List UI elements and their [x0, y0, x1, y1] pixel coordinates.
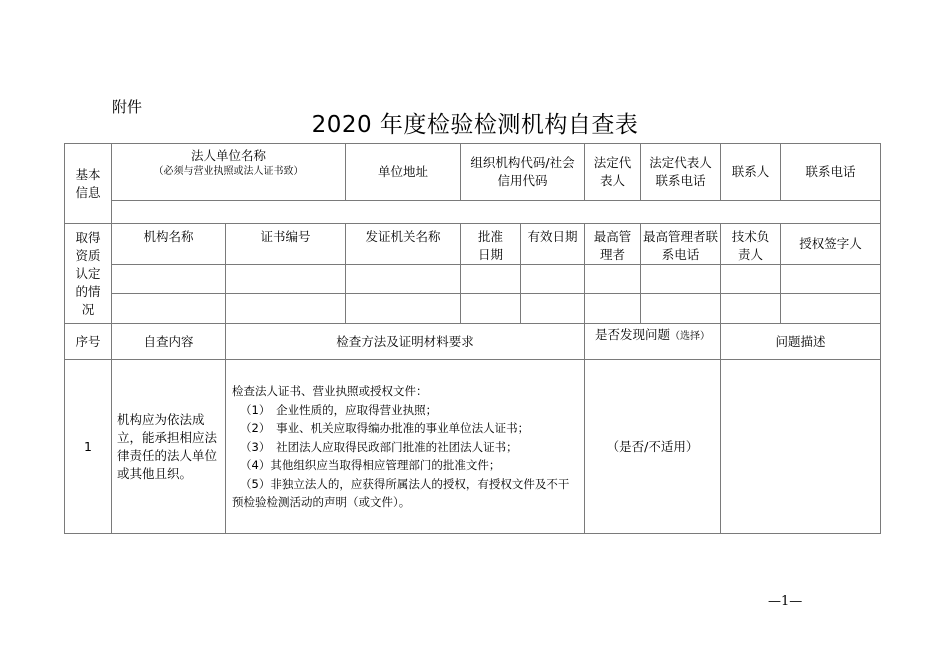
basic-info-fill-row: [112, 201, 881, 224]
header-problem-description: 问题描述: [721, 324, 881, 360]
qual-cell: [112, 265, 226, 294]
page-number: —1—: [768, 594, 803, 609]
qual-cell: [461, 265, 521, 294]
header-contact: 联系人: [721, 144, 781, 201]
header-issuing-authority: 发证机关名称: [346, 224, 461, 265]
qual-cell: [721, 294, 781, 324]
header-cert-number: 证书编号: [226, 224, 346, 265]
header-approval-date: 批准日期: [461, 224, 521, 265]
qual-cell: [346, 294, 461, 324]
header-top-manager-phone: 最高管理者联系电话: [641, 224, 721, 265]
header-technical-lead: 技术负责人: [721, 224, 781, 265]
item-serial-number: 1: [65, 360, 112, 534]
method-line: 预检验检测活动的声明（或文件）。: [232, 495, 411, 509]
header-legal-entity-name: 法人单位名称 （必须与营业执照或法人证书致）: [112, 144, 346, 201]
self-check-table: [64, 143, 881, 534]
qual-cell: [461, 294, 521, 324]
item-check-method: [226, 360, 585, 534]
header-problem-found: 是否发现问题（选择）: [585, 324, 721, 360]
qual-cell: [641, 265, 721, 294]
qual-cell: [721, 265, 781, 294]
attachment-label: 附件: [112, 98, 143, 116]
qual-cell: [521, 265, 585, 294]
qual-cell: [585, 265, 641, 294]
qual-cell: [641, 294, 721, 324]
qual-cell: [781, 294, 881, 324]
header-check-method: 检查方法及证明材料要求: [226, 324, 585, 360]
page-title: 2020 年度检验检测机构自查表: [311, 112, 639, 138]
method-line: （2） 事业、机关应取得编办批准的事业单位法人证书；: [240, 421, 530, 435]
header-serial-number: 序号: [65, 324, 112, 360]
method-line: （1） 企业性质的，应取得营业执照；: [240, 402, 438, 417]
header-contact-phone: 联系电话: [781, 144, 881, 201]
header-legal-representative: 法定代表人: [585, 144, 641, 201]
header-org-code: 组织机构代码/社会信用代码: [461, 144, 585, 201]
item-problem-found: （是否/不适用）: [585, 360, 721, 534]
header-top-manager: 最高管理者: [585, 224, 641, 265]
header-authorized-signatory: 授权签字人: [781, 224, 881, 265]
method-line: （3） 社团法人应取得民政部门批准的社团法人证书；: [240, 439, 518, 454]
header-valid-date: 有效日期: [521, 224, 585, 265]
basic-info-label: 基本信息: [65, 144, 112, 224]
item-check-content: 机构应为依法成立，能承担相应法律责任的法人单位或其他且织。: [112, 360, 226, 534]
method-line: （4）其他组织应当取得相应管理部门的批准文件；: [240, 458, 501, 472]
qual-cell: [112, 294, 226, 324]
qual-cell: [781, 265, 881, 294]
item-problem-description: [721, 360, 881, 534]
qual-cell: [521, 294, 585, 324]
header-org-name: 机构名称: [112, 224, 226, 265]
header-legal-rep-phone: 法定代表人联系电话: [641, 144, 721, 201]
qual-cell: [346, 265, 461, 294]
method-line: （5）非独立法人的，应获得所属法人的授权，有授权文件及不干: [240, 476, 570, 491]
qual-cell: [226, 294, 346, 324]
header-check-content: 自查内容: [112, 324, 226, 360]
qual-cell: [585, 294, 641, 324]
qual-cell: [226, 265, 346, 294]
header-address: 单位地址: [346, 144, 461, 201]
qualification-label: 取得资质认定的情况: [65, 224, 112, 324]
method-line: 检查法人证书、营业执照或授权文件：: [232, 384, 428, 398]
